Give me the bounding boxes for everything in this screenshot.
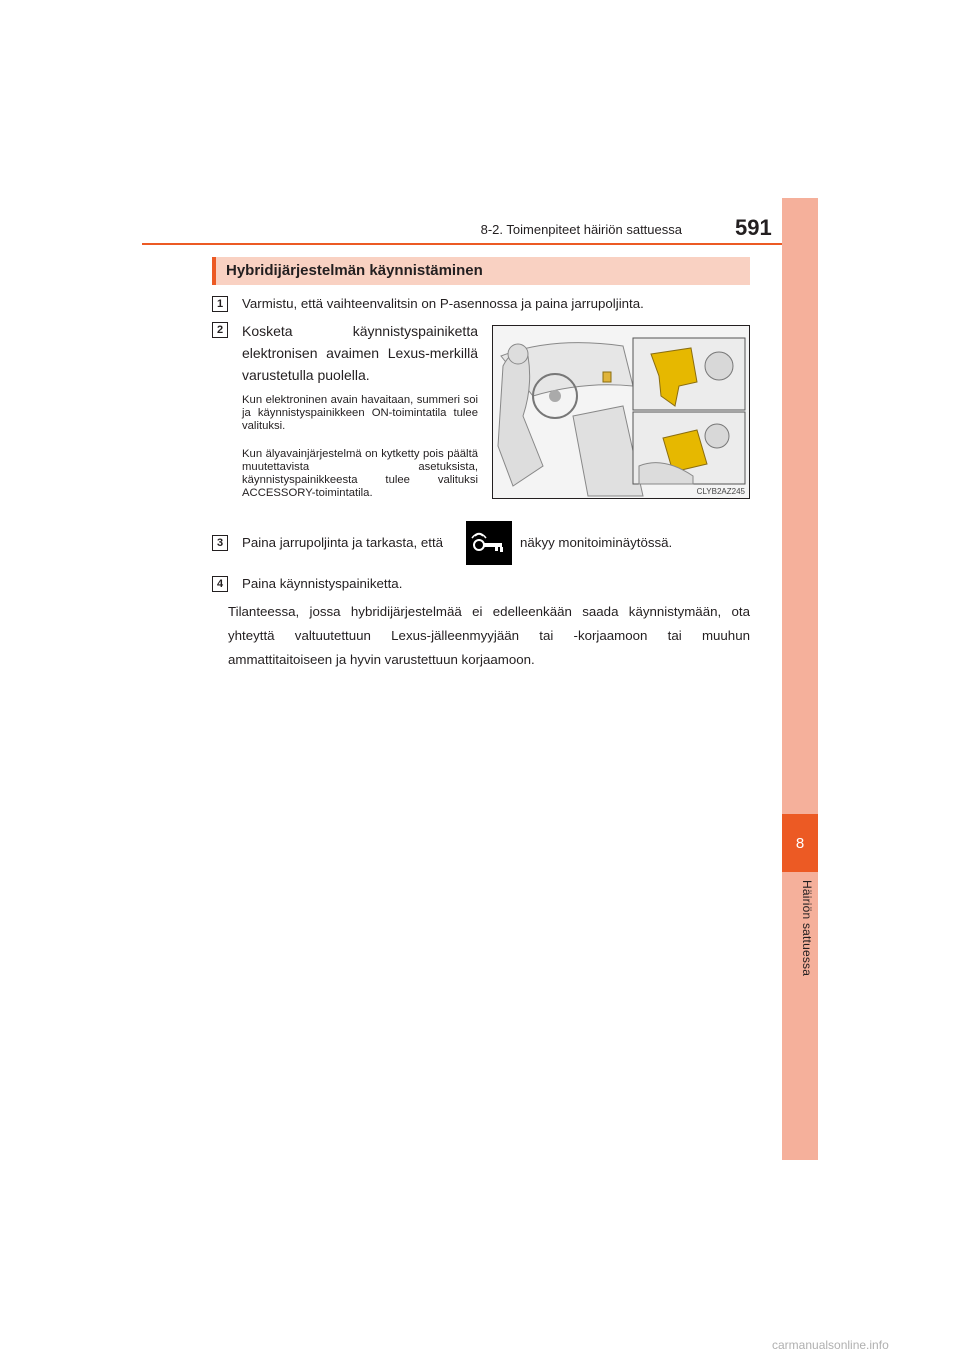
page-number: 591 [735,215,772,240]
step-3-badge: 3 [212,535,228,551]
section-heading [212,257,750,285]
step-2-badge: 2 [212,322,228,338]
step-2-text: Kosketa käynnistyspainiketta elektronisen avaimen Lexus-merkillä varustetulla puolella. [242,323,478,383]
watermark: carmanualsonline.info [772,1338,889,1352]
step-3-text-before: Paina jarrupoljinta ja tarkasta, että [242,535,444,550]
illustration-code: CLYB2AZ245 [696,487,745,496]
note-key-detected: Kun elektroninen avain havaitaan, summeri soi ja käynnistyspainikkeen ON-toimintatila tulee valituksi. [242,394,478,432]
header-rule [142,243,818,245]
running-head: 8-2. Toimenpiteet häiriön sattuessa [480,222,682,237]
start-button-illustration [492,325,750,499]
chapter-sidebar [782,198,818,1160]
fallback-paragraph: Tilanteessa, jossa hybridijärjestelmää ei edelleenkään saada käynnistymään, ota yhteyttä valtuutettuun Lexus-jälleenmyyjään tai -korjaamoon tai muuhun ammattitaitoiseen ja hyvin varustettuun korjaamoon. [228,604,750,667]
step-4-text: Paina käynnistyspainiketta. [242,576,403,591]
illustration-drawing [493,326,749,498]
step-3-text-after: näkyy monitoiminäytössä. [520,535,673,550]
key-indicator-icon [466,521,512,565]
step-1-text: Varmistu, että vaihteenvalitsin on P-asennossa ja paina jarrupoljinta. [242,296,644,311]
step-1-badge: 1 [212,296,228,312]
key-indicator-glyph [471,532,507,554]
chapter-number-tab: 8 [782,814,818,872]
chapter-title: Häiriön sattuessa [800,880,814,977]
step-4-badge: 4 [212,576,228,592]
section-title: Hybridijärjestelmän käynnistäminen [226,262,483,279]
note-smart-key-off: Kun älyavainjärjestelmä on kytketty pois päältä muutettavista asetuksista, käynnistyspainikkeesta tulee valituksi ACCESSORY-toimintatila. [242,448,478,499]
